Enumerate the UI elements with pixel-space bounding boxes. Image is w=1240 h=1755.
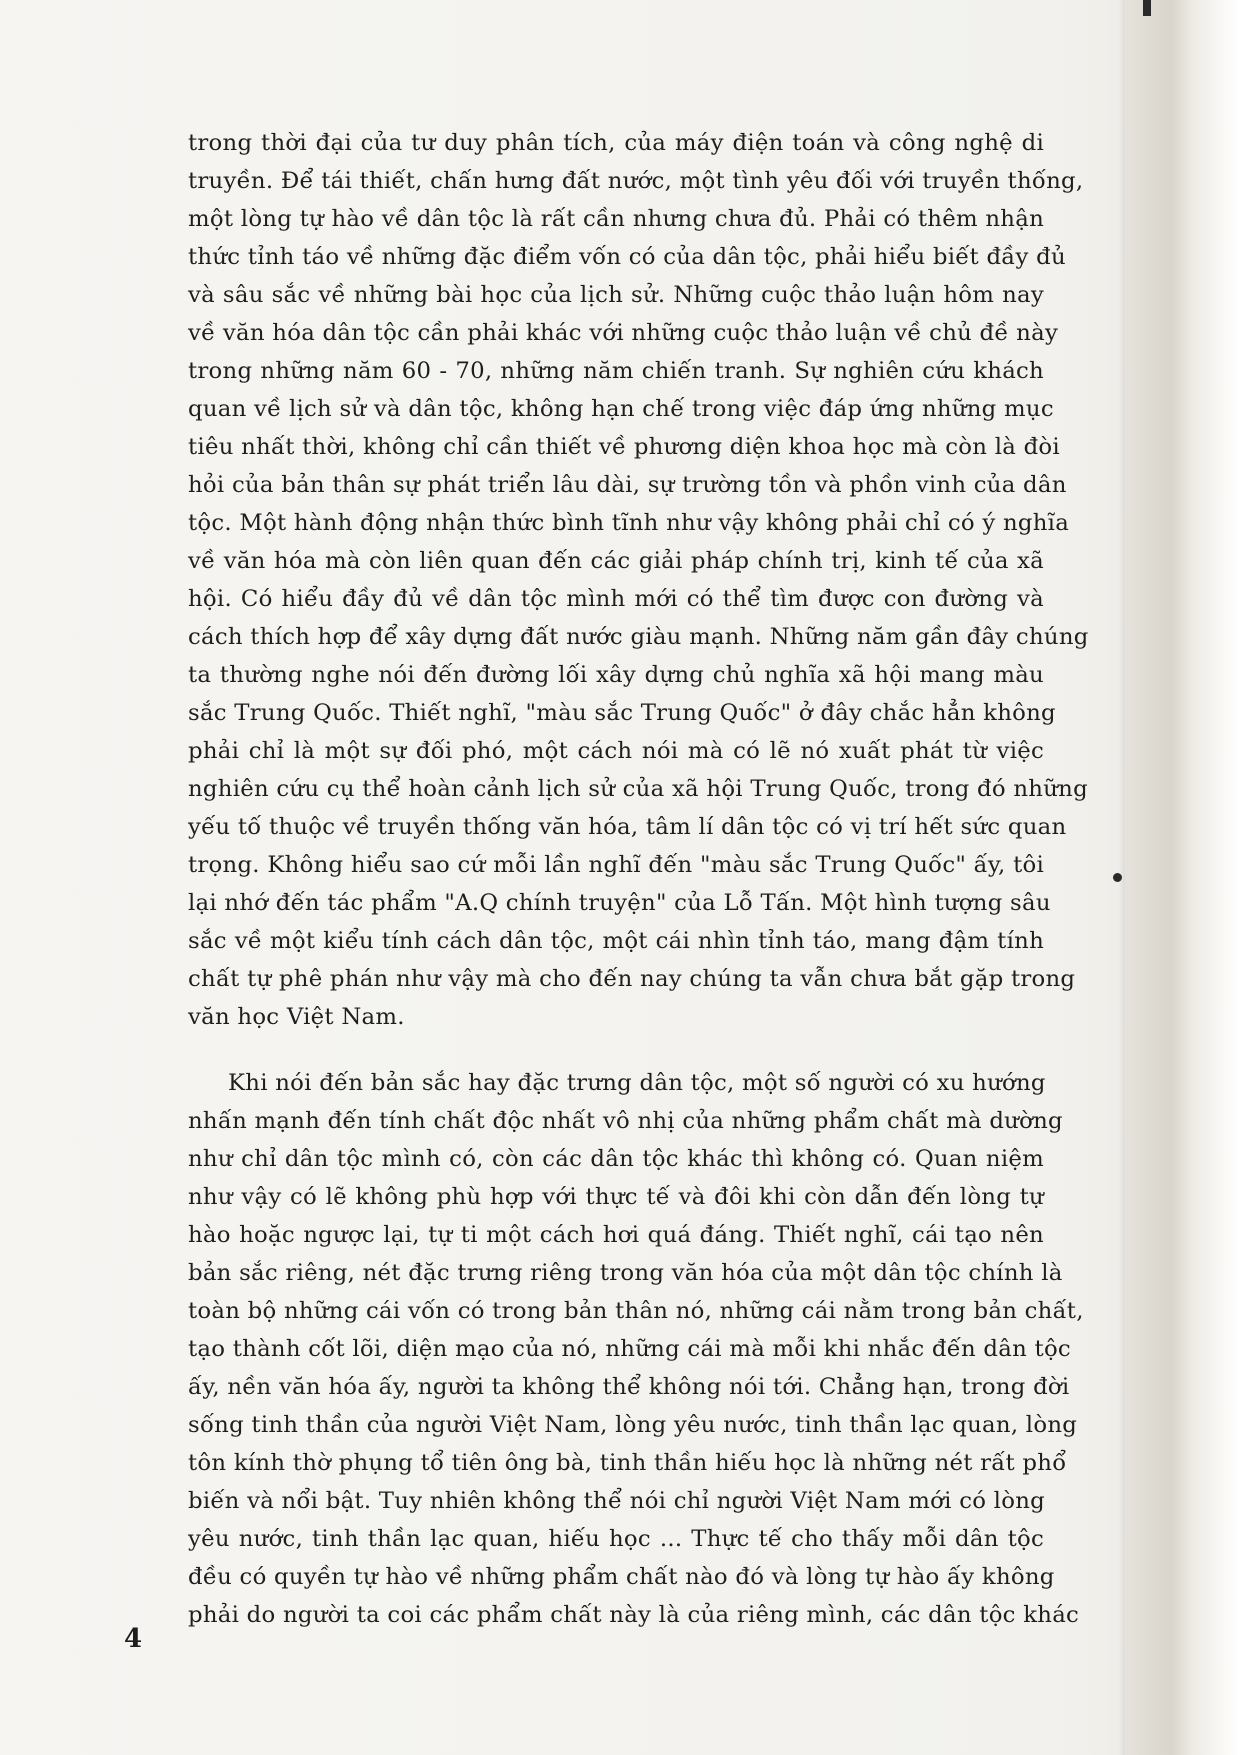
page-edge-strip	[1125, 0, 1240, 1755]
text-line: yếu tố thuộc về truyền thống văn hóa, tâm lí dân tộc có vị trí hết sức quan	[188, 814, 1067, 840]
text-line: yêu nước, tinh thần lạc quan, hiếu học ... Thực tế cho thấy mỗi dân tộc	[188, 1526, 1044, 1552]
text-line: nhấn mạnh đến tính chất độc nhất vô nhị của những phẩm chất mà dường	[188, 1108, 1063, 1134]
text-line: nghiên cứu cụ thể hoàn cảnh lịch sử của xã hội Trung Quốc, trong đó những	[188, 776, 1088, 802]
text-line: quan về lịch sử và dân tộc, không hạn chế trong việc đáp ứng những mục	[188, 396, 1054, 422]
text-line: như chỉ dân tộc mình có, còn các dân tộc khác thì không có. Quan niệm	[188, 1146, 1044, 1172]
text-line: lại nhớ đến tác phẩm "A.Q chính truyện" của Lỗ Tấn. Một hình tượng sâu	[188, 890, 1051, 916]
text-line: tạo thành cốt lõi, diện mạo của nó, những cái mà mỗi khi nhắc đến dân tộc	[188, 1336, 1071, 1362]
text-line: phải chỉ là một sự đối phó, một cách nói mà có lẽ nó xuất phát từ việc	[188, 738, 1044, 764]
text-line: và sâu sắc về những bài học của lịch sử. Những cuộc thảo luận hôm nay	[188, 282, 1044, 308]
text-line: cách thích hợp để xây dựng đất nước giàu mạnh. Những năm gần đây chúng	[188, 624, 1089, 650]
text-line: về văn hóa mà còn liên quan đến các giải pháp chính trị, kinh tế của xã	[188, 548, 1044, 574]
text-line: sống tinh thần của người Việt Nam, lòng yêu nước, tinh thần lạc quan, lòng	[188, 1412, 1078, 1438]
text-line: trong những năm 60 - 70, những năm chiến tranh. Sự nghiên cứu khách	[188, 358, 1044, 384]
text-line: ấy, nền văn hóa ấy, người ta không thể không nói tới. Chẳng hạn, trong đời	[188, 1374, 1070, 1400]
text-line: ta thường nghe nói đến đường lối xây dựng chủ nghĩa xã hội mang màu	[188, 662, 1044, 688]
text-line: truyền. Để tái thiết, chấn hưng đất nước, một tình yêu đối với truyền thống,	[188, 168, 1084, 194]
text-line: trọng. Không hiểu sao cứ mỗi lần nghĩ đến "màu sắc Trung Quốc" ấy, tôi	[188, 852, 1044, 878]
page-number: 4	[124, 1624, 143, 1654]
text-line: đều có quyền tự hào về những phẩm chất nào đó và lòng tự hào ấy không	[188, 1564, 1055, 1590]
text-line: tiêu nhất thời, không chỉ cần thiết về phương diện khoa học mà còn là đòi	[188, 434, 1060, 460]
text-line: bản sắc riêng, nét đặc trưng riêng trong văn hóa của một dân tộc chính là	[188, 1260, 1063, 1286]
text-line: sắc Trung Quốc. Thiết nghĩ, "màu sắc Trung Quốc" ở đây chắc hẳn không	[188, 700, 1056, 726]
text-line: tôn kính thờ phụng tổ tiên ông bà, tinh thần hiếu học là những nét rất phổ	[188, 1450, 1067, 1476]
paragraph-1	[188, 124, 1089, 1036]
text-line: hào hoặc ngược lại, tự ti một cách hơi quá đáng. Thiết nghĩ, cái tạo nên	[188, 1222, 1044, 1248]
text-line: chất tự phê phán như vậy mà cho đến nay chúng ta vẫn chưa bắt gặp trong	[188, 966, 1076, 992]
text-line: thức tỉnh táo về những đặc điểm vốn có của dân tộc, phải hiểu biết đầy đủ	[188, 244, 1066, 270]
paragraph-2	[188, 1064, 1084, 1634]
text-line: văn học Việt Nam.	[188, 1004, 405, 1030]
text-line: Khi nói đến bản sắc hay đặc trưng dân tộc, một số người có xu hướng	[228, 1070, 1046, 1096]
text-line: toàn bộ những cái vốn có trong bản thân nó, những cái nằm trong bản chất,	[188, 1298, 1084, 1324]
scan-dot	[1113, 873, 1122, 882]
body-text	[188, 124, 1089, 1634]
text-line: hỏi của bản thân sự phát triển lâu dài, sự trường tồn và phồn vinh của dân	[188, 472, 1067, 498]
text-line: như vậy có lẽ không phù hợp với thực tế và đôi khi còn dẫn đến lòng tự	[188, 1184, 1044, 1210]
text-line: tộc. Một hành động nhận thức bình tĩnh như vậy không phải chỉ có ý nghĩa	[188, 510, 1070, 536]
text-line: phải do người ta coi các phẩm chất này là của riêng mình, các dân tộc khác	[188, 1602, 1080, 1628]
text-line: hội. Có hiểu đầy đủ về dân tộc mình mới có thể tìm được con đường và	[188, 586, 1044, 612]
scan-mark	[1143, 0, 1151, 16]
text-line: sắc về một kiểu tính cách dân tộc, một cái nhìn tỉnh táo, mang đậm tính	[188, 928, 1044, 954]
text-line: biến và nổi bật. Tuy nhiên không thể nói chỉ người Việt Nam mới có lòng	[188, 1488, 1045, 1514]
text-line: một lòng tự hào về dân tộc là rất cần nhưng chưa đủ. Phải có thêm nhận	[188, 206, 1044, 232]
text-line: về văn hóa dân tộc cần phải khác với những cuộc thảo luận về chủ đề này	[188, 320, 1059, 346]
text-line: trong thời đại của tư duy phân tích, của máy điện toán và công nghệ di	[188, 130, 1044, 156]
